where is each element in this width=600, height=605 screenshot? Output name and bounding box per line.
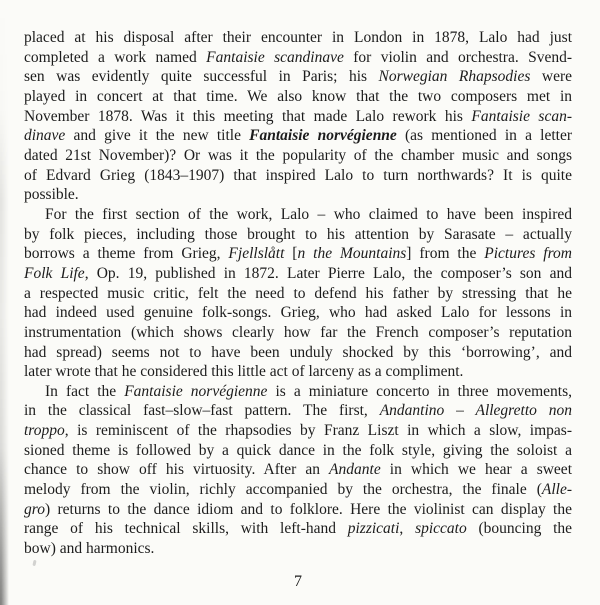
text-line [24,401,572,421]
text-segment: chance to show off his virtuosity. After an [24,461,330,479]
text-line [24,225,572,245]
text-segment: , [399,520,416,538]
text-line [24,460,572,480]
text-line [24,146,572,166]
text-line [24,500,572,520]
text-line [24,48,572,68]
text-segment: and give it the new title [65,127,250,145]
text-segment: ] from the [406,245,485,263]
text-segment: Fantaisie norvégienne [249,127,397,145]
text-segment: In fact the [45,382,125,400]
text-segment: sioned theme is followed by a quick dance in the folk style, giving the soloist a [24,441,572,459]
paragraph [24,28,572,205]
text-segment: in which we hear a sweet [380,461,572,479]
text-segment: dated 21st November)? Or was it the popularity of the chamber music and songs [24,146,572,164]
text-segment: a respected music critic, felt the need to defend his father by stressing that he [24,284,572,302]
text-segment: For the first section of the work, Lalo – who claimed to have been inspired [45,205,572,223]
page-number: 7 [294,573,302,590]
text-segment: is a miniature concerto in three movements, [267,382,573,400]
text-segment: were [530,68,572,86]
text-segment: Fantaisie scandinave [206,48,344,66]
text-segment: , is reminiscent of the rhapsodies by Franz Liszt in which a slow, impas- [64,422,572,440]
text-segment: placed at his disposal after their encounter in London in 1878, Lalo had just [24,29,572,46]
text-line [24,382,572,402]
text-segment: melody from the violin, richly accompanied by the orchestra, the finale ( [24,481,542,499]
text-segment: ) returns to the dance idiom and to folklore. Here the violinist can display the [44,500,572,518]
text-line [24,539,572,559]
text-line [24,441,572,461]
text-segment: November 1878. Was it this meeting that made Lalo rework his [24,107,472,125]
paragraph [24,205,572,382]
text-segment: sen was evidently quite successful in Paris; his [24,68,379,86]
text-segment: had indeed used genuine folk-songs. Grieg, who had asked Lalo for lessons in [24,304,572,322]
body-text [24,28,572,559]
text-segment: range of his technical skills, with left-hand [24,520,348,538]
text-line [24,343,572,363]
text-segment: Fantaisie scan- [471,107,572,125]
text-line [24,126,572,146]
text-line [24,87,572,107]
text-segment: troppo [24,422,65,440]
text-line [24,362,572,382]
text-segment: of Edvard Grieg (1843–1907) that inspired Lalo to turn northwards? It is quite [24,166,572,184]
text-segment: Andante [329,461,381,479]
text-line [24,421,572,441]
scan-edge-shadow [0,0,9,605]
text-line [24,166,572,186]
text-segment: [ [284,245,298,263]
text-segment: Alle- [541,481,572,499]
text-segment: Folk Life [24,264,85,282]
text-segment: n the Mountains [297,245,407,263]
text-segment: Pictures from [484,245,572,263]
text-segment: Andantino – Allegretto non [379,402,572,420]
text-segment: , Op. 19, published in 1872. Later Pierre Lalo, the composer’s son and [84,264,572,282]
text-line [24,185,572,205]
text-line [24,323,572,343]
text-line [24,205,572,225]
text-segment: Fantaisie norvégienne [124,382,268,400]
paragraph [24,382,572,559]
text-segment: borrows a theme from Grieg, [24,245,229,263]
text-segment: Fjellslått [228,245,285,263]
text-segment: possible. [24,186,79,204]
text-segment: bow) and harmonics. [24,540,155,558]
text-line [24,519,572,539]
text-segment: in the classical fast–slow–fast pattern. The first, [24,402,380,420]
text-line [24,480,572,500]
text-line [24,303,572,323]
text-segment: dinave [24,127,66,145]
text-segment: had spread) seems not to have been unduly shocked by this ‘borrowing’, and [24,343,572,361]
scan-speck [32,560,36,566]
text-segment: (bouncing the [466,520,573,538]
text-segment: completed a work named [24,48,207,66]
text-segment: Norwegian Rhapsodies [378,68,531,86]
text-segment: later wrote that he considered this little act of larceny as a compliment. [24,363,464,381]
text-line [24,28,572,48]
text-segment: spiccato [415,520,467,538]
text-line [24,284,572,304]
text-line [24,67,572,87]
text-line [24,107,572,127]
text-segment: gro [24,500,45,518]
text-segment: pizzicati [347,520,400,538]
text-segment: played in concert at that time. We also know that the two composers met in [24,87,572,105]
text-segment: (as mentioned in a letter [396,127,572,145]
text-segment: for violin and orchestra. Svend- [343,48,572,66]
text-line [24,244,572,264]
text-line [24,264,572,284]
text-segment: by folk pieces, including those brought to his attention by Sarasate – actually [24,225,572,243]
text-segment: instrumentation (which shows clearly how far the French composer’s reputation [24,323,572,341]
